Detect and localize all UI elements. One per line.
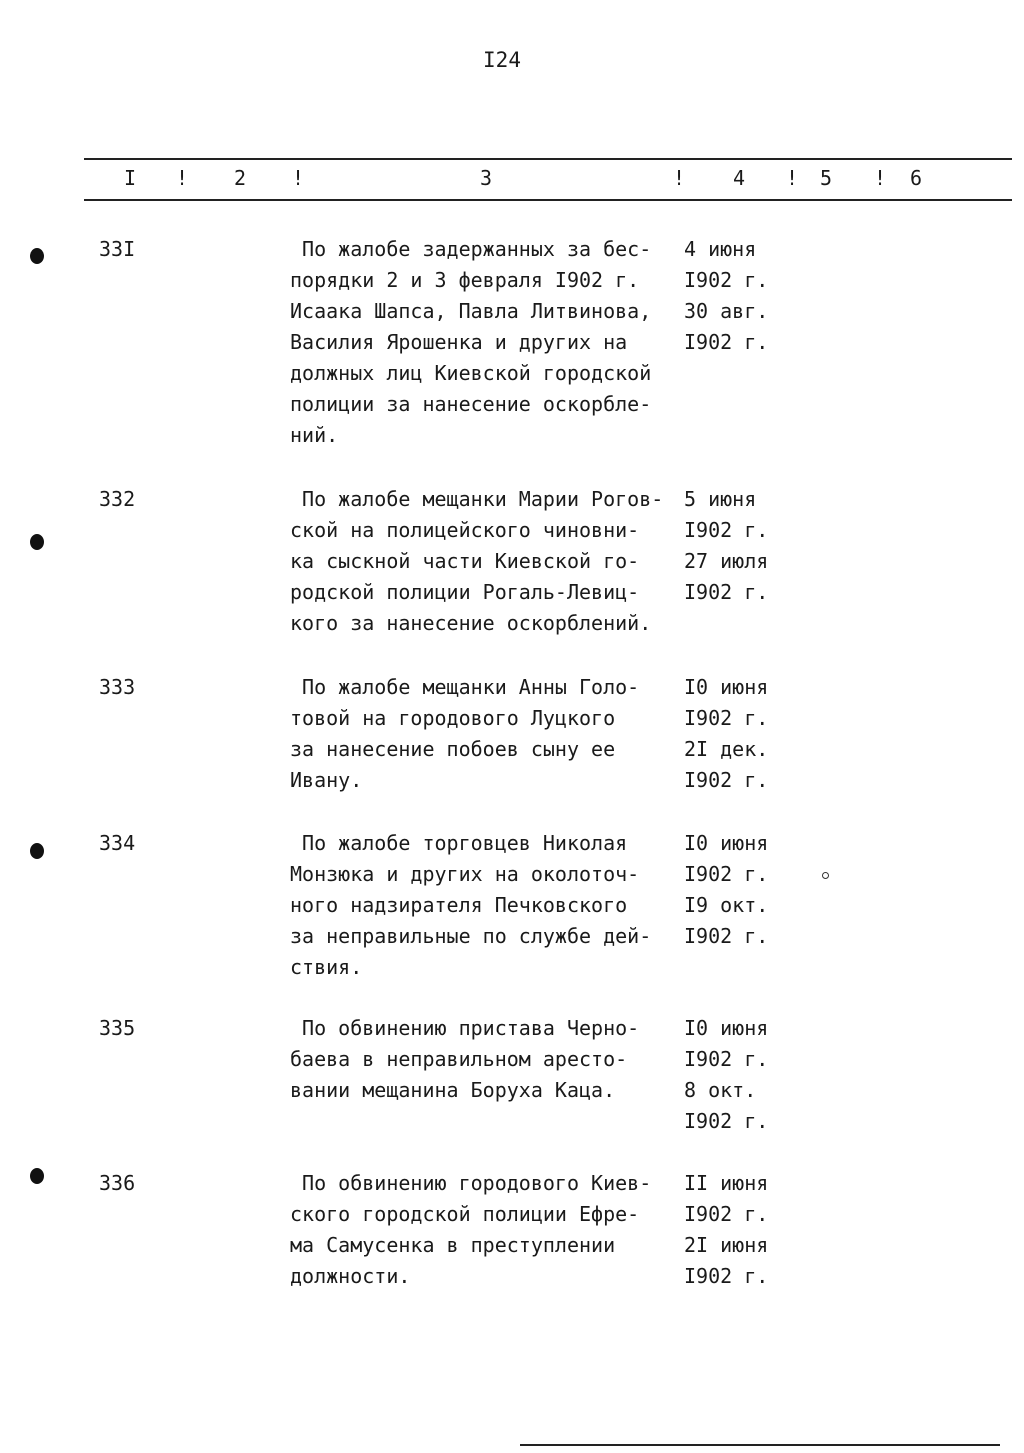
header-separator: !	[673, 166, 686, 190]
date-line: I0 июня	[684, 675, 769, 699]
description-line: за нанесение побоев сыну ее	[290, 737, 616, 761]
description-line: Ивану.	[290, 768, 363, 792]
entry-dates	[684, 1168, 794, 1292]
punch-hole-mark	[30, 248, 44, 264]
punch-hole-mark	[30, 1168, 44, 1184]
date-line: 4 июня	[684, 237, 757, 261]
description-line: порядки 2 и 3 февраля I902 г.	[290, 268, 640, 292]
header-col-2: 2	[234, 166, 247, 190]
date-line: I902 г.	[684, 1047, 769, 1071]
description-line: По жалобе торговцев Николая	[290, 831, 628, 855]
description-line: полиции за нанесение оскорбле-	[290, 392, 652, 416]
description-line: По жалобе мещанки Марии Рогов-	[290, 487, 664, 511]
header-separator: !	[786, 166, 799, 190]
entry-number: 335	[99, 1016, 136, 1040]
date-line: I902 г.	[684, 768, 769, 792]
header-separator: !	[874, 166, 887, 190]
header-col-5: 5	[820, 166, 833, 190]
header-rule-bottom	[84, 199, 1012, 201]
date-line: I902 г.	[684, 330, 769, 354]
entry-dates	[684, 234, 794, 358]
description-line: товой на городового Луцкого	[290, 706, 616, 730]
date-line: 2I июня	[684, 1233, 769, 1257]
entry-description	[290, 1013, 690, 1106]
entry-number: 336	[99, 1171, 136, 1195]
date-line: I902 г.	[684, 518, 769, 542]
description-line: ного надзирателя Печковского	[290, 893, 628, 917]
description-line: По жалобе мещанки Анны Голо-	[290, 675, 640, 699]
header-col-1: I	[124, 166, 137, 190]
entry-description	[290, 672, 690, 796]
description-line: вании мещанина Боруха Каца.	[290, 1078, 616, 1102]
date-line: I902 г.	[684, 268, 769, 292]
date-line: I902 г.	[684, 706, 769, 730]
description-line: ний.	[290, 423, 339, 447]
header-separator: !	[176, 166, 189, 190]
footer-rule	[520, 1444, 1000, 1446]
date-line: I902 г.	[684, 1109, 769, 1133]
entry-dates	[684, 484, 794, 608]
punch-hole-mark	[30, 534, 44, 550]
date-line: 30 авг.	[684, 299, 769, 323]
entry-number: 33I	[99, 237, 136, 261]
description-line: должных лиц Киевской городской	[290, 361, 652, 385]
description-line: Исаака Шапса, Павла Литвинова,	[290, 299, 652, 323]
header-rule-top	[84, 158, 1012, 160]
description-line: за неправильные по службе дей-	[290, 924, 652, 948]
entry-number: 333	[99, 675, 136, 699]
description-line: баева в неправильном аресто-	[290, 1047, 628, 1071]
date-line: I902 г.	[684, 580, 769, 604]
entry-number: 334	[99, 831, 136, 855]
header-col-4: 4	[733, 166, 746, 190]
date-line: 8 окт.	[684, 1078, 757, 1102]
description-line: ка сыскной части Киевской го-	[290, 549, 640, 573]
entry-description	[290, 1168, 690, 1292]
date-line: I0 июня	[684, 831, 769, 855]
date-line: 27 июля	[684, 549, 769, 573]
date-line: I902 г.	[684, 1202, 769, 1226]
date-line: I902 г.	[684, 862, 769, 886]
description-line: По жалобе задержанных за бес-	[290, 237, 652, 261]
header-col-6: 6	[910, 166, 923, 190]
date-line: I0 июня	[684, 1016, 769, 1040]
description-line: ствия.	[290, 955, 363, 979]
date-line: II июня	[684, 1171, 769, 1195]
description-line: ма Самусенка в преступлении	[290, 1233, 616, 1257]
date-line: I9 окт.	[684, 893, 769, 917]
entry-number: 332	[99, 487, 136, 511]
date-line: I902 г.	[684, 1264, 769, 1288]
entry-dates	[684, 672, 794, 796]
header-separator: !	[292, 166, 305, 190]
entry-description	[290, 484, 690, 639]
description-line: родской полиции Рогаль-Левиц-	[290, 580, 640, 604]
header-col-3: 3	[480, 166, 493, 190]
date-line: 2I дек.	[684, 737, 769, 761]
page-number: I24	[483, 48, 521, 72]
speck-mark	[822, 872, 829, 879]
description-line: По обвинению городового Киев-	[290, 1171, 652, 1195]
date-line: 5 июня	[684, 487, 757, 511]
description-line: ской на полицейского чиновни-	[290, 518, 640, 542]
description-line: Монзюка и других на околоточ-	[290, 862, 640, 886]
entry-dates	[684, 828, 794, 952]
entry-dates	[684, 1013, 794, 1137]
description-line: кого за нанесение оскорблений.	[290, 611, 652, 635]
description-line: должности.	[290, 1264, 411, 1288]
date-line: I902 г.	[684, 924, 769, 948]
description-line: По обвинению пристава Черно-	[290, 1016, 640, 1040]
description-line: Василия Ярошенка и других на	[290, 330, 628, 354]
punch-hole-mark	[30, 843, 44, 859]
entry-description	[290, 234, 690, 451]
description-line: ского городской полиции Ефре-	[290, 1202, 640, 1226]
entry-description	[290, 828, 690, 983]
